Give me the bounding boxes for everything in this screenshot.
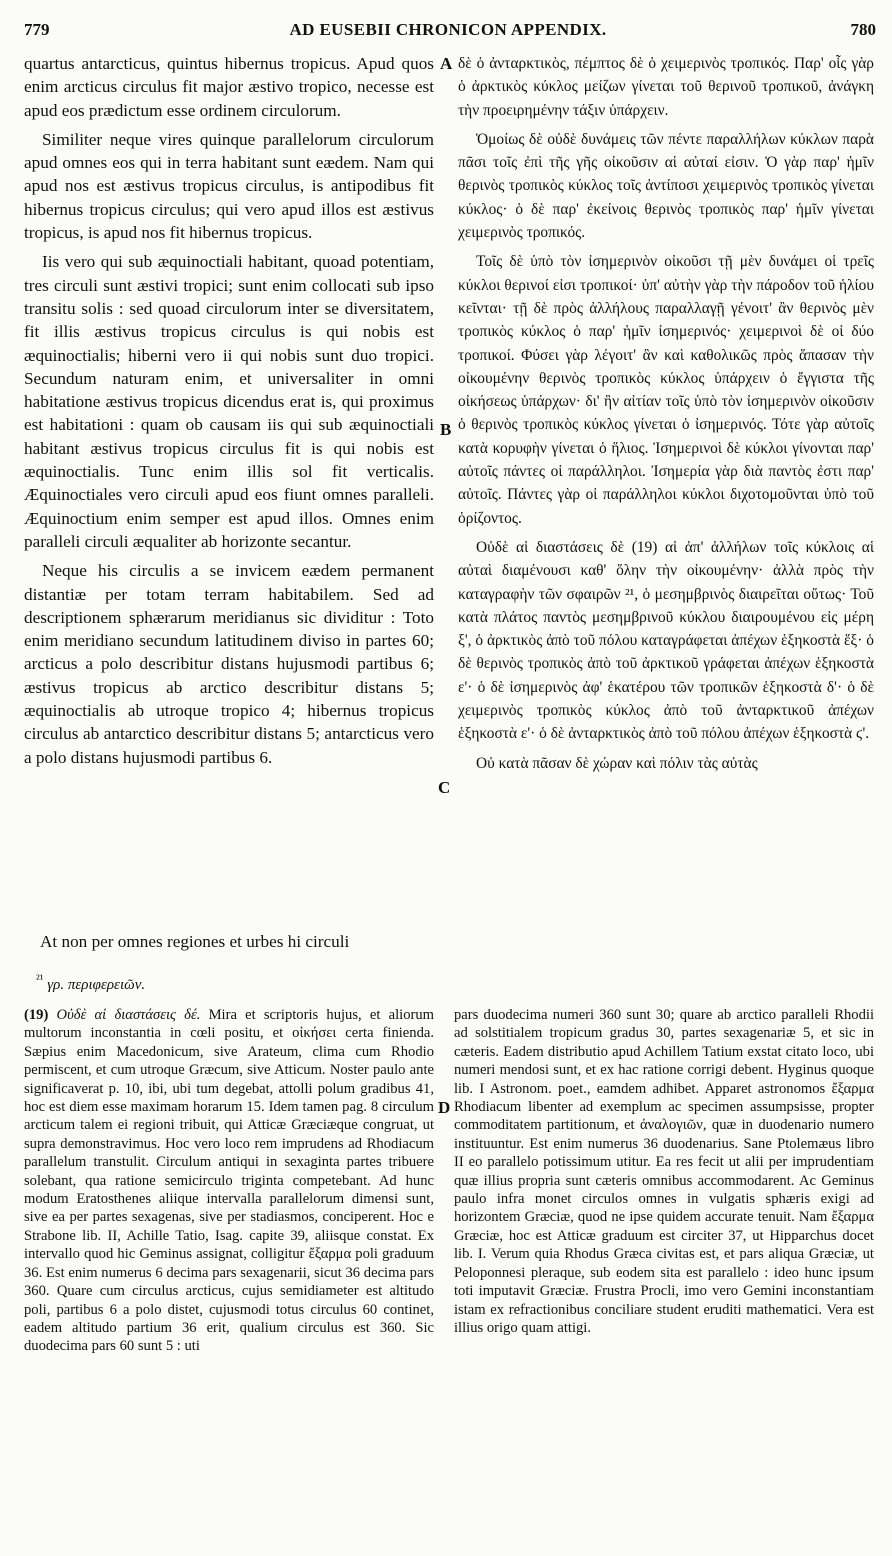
note-number: (19): [24, 1007, 49, 1023]
latin-paragraph-4: Neque his circulis a se invicem eædem permanent distantiæ per totam terram habitabilem. Sed ad descriptionem sphærarum meridianus sic dividitur : Toto enim meridiano secundum latitudinem diviso in partes 60; arcticus a polo describitur distans hujusmodi partibus 6; æstivus tropicus ab arctico describitur distans 5; æquinoctialis ab utroque tropico 4; hibernus tropicus circulus ab antarctico describitur distans 5; antarcticus vero a polo distans hujusmodi partibus 6.: [24, 561, 434, 767]
greek-paragraph-4: Οὐδὲ αἱ διαστάσεις δὲ (19) αἱ ἀπ' ἀλλήλων τοῖς κύκλοις αἱ αὐταὶ διαμένουσι καθ' ὅλην τὴν οἰκουμένην· ἀλλὰ πρὸς τὴν καταγραφὴν τῶν σφαιρῶν ²¹, ὁ μεσημβρινὸς διαιρεῖται οὕτως· Τοῦ κατὰ πλάτος παντὸς μεσημβρινοῦ κύκλου διαιρουμένου εἰς μέρη ξ', ὁ ἀρκτικὸς ἀπὸ τοῦ πόλου καταγράφεται ἀπέχων ἑξηκοστὰ ἕξ· ὁ δὲ θερινὸς τροπικὸς ἀπὸ τοῦ ἀρκτικοῦ γράφεται ἀπέχων ἑξηκοστὰ ε'· ὁ δὲ ἰσημερινὸς ἀφ' ἑκατέρου τῶν τροπικῶν ἑξηκοστὰ δ'· ὁ δὲ χειμερινὸς τροπικὸς κύκλος ἀπὸ τοῦ ἀνταρκτικοῦ ἀπέχων ἑξηκοστὰ ε'· ὁ δὲ ἀνταρκτικὸς ἀπὸ τοῦ πόλου ἀπέχων ἑξηκοστὰ ϛ'.: [458, 538, 874, 743]
note-lemma: Οὐδὲ αἱ διαστάσεις δέ.: [56, 1007, 201, 1023]
latin-paragraph-2: Similiter neque vires quinque parallelorum circulorum apud omnes eos qui in terra habitant sunt eædem. Nam qui apud nos est æstivus tropicus circulus, is antipodibus fit hibernus tropicus circulus; qui vero apud illos est æstivus tropicus, is apud nos fit hibernus tropicus.: [24, 129, 434, 243]
commentary-right-column: [454, 1006, 874, 1337]
latin-paragraph-3: Iis vero qui sub æquinoctiali habitant, quoad potentiam, tres circuli sunt æstivi tropici; sunt enim collocati sub ipso transitu solis : sed quoad circulorum inter se diversitatem, fit illis æstivus tropicus circulus is qui nobis est æquinoctialis; hiberni vero ii qui nobis sunt duo tropici. Secundum naturam enim, et universaliter in omni habitatione æstivus tropicus dicendus erat is, qui proximus est habitationi : quam ob causam iis qui sub æquinoctiali habitant æstivus tropicus circulus fit is qui nobis est æquinoctialis. Tunc enim illis sol fit verticalis. Æquinoctiales vero circuli apud eos fiunt omnes paralleli. Æquinoctium enim semper est apud illos. Omnes enim paralleli circuli æqualiter ab horizonte secantur.: [24, 252, 434, 551]
latin-column: [24, 52, 434, 775]
latin-paragraph-1: quartus antarcticus, quintus hibernus tropicus. Apud quos enim arcticus circulus fit major æstivo tropico, necesse est apud eos prædictum esse ordinem circulorum.: [24, 54, 434, 120]
commentary-left-column: [24, 1006, 434, 1356]
footnote-marker: ²¹: [36, 972, 44, 986]
running-header: [20, 20, 876, 44]
margin-marker-b: B: [440, 420, 452, 439]
margin-marker-d: D: [438, 1098, 451, 1117]
greek-paragraph-2: Ὁμοίως δὲ οὐδὲ δυνάμεις τῶν πέντε παραλλήλων κύκλων παρὰ πᾶσι τοῖς ἐπὶ τῆς γῆς οἰκοῦσιν αἱ αὐταί εἰσιν. Ὁ γὰρ παρ' ἡμῖν θερινὸς τροπικὸς κύκλος τοῖς ἀντίποσι χειμερινὸς τροπικὸς γίνεται κύκλος· ὁ δὲ παρ' ἐκείνοις θερινὸς τροπικὸς παρ' ἡμῖν γίνεται χειμερινὸς τροπικός.: [458, 130, 874, 242]
latin-continuation-line: At non per omnes regiones et urbes hi circuli: [40, 932, 350, 951]
greek-paragraph-3: Τοῖς δὲ ὑπὸ τὸν ἰσημερινὸν οἰκοῦσι τῇ μὲν δυνάμει οἱ τρεῖς κύκλοι θερινοί εἰσι τροπικοί· ὑπ' αὐτὴν γὰρ τὴν πάροδον τοῦ ἡλίου κεῖνται· τῇ δὲ πρὸς ἀλλήλους παραλλαγῇ γένοιτ' ἂν θερινὸς μὲν τροπικὸς κύκλος ὁ παρ' ἡμῖν ἰσημερινός· χειμερινοὶ δὲ οἱ δύο τροπικοί. Φύσει γὰρ λέγοιτ' ἂν καὶ καθολικῶς πρὸς ἅπασαν τὴν οἰκουμένην θερινὸς τροπικὸς κύκλος ὑπάρχειν ὁ ἔγγιστα τῆς οἰκήσεως ὑπάρχων· δι' ἣν αἰτίαν τοῖς ὑπὸ τὸν ἰσημερινὸν οἰκοῦσιν ὁ θερινὸς τροπικὸς κύκλος γίνεται ὁ ἰσημερινός. Τότε γὰρ αὐτοῖς κατὰ κορυφὴν γίνεται ὁ ἥλιος. Ἰσημερινοὶ δὲ κύκλοι γίνονται παρ' αὐτοῖς πάντες οἱ παράλληλοι. Ἰσημερία γὰρ διὰ παντὸς ἐστι παρ' αὐτοῖς. Πάντες γὰρ οἱ παράλληλοι κύκλοι διχοτομοῦνται ὑπὸ τοῦ ὁρίζοντος.: [458, 253, 874, 527]
commentary-left-paragraph: [24, 1006, 434, 1356]
footnote: [36, 972, 434, 994]
margin-marker-a: A: [440, 54, 453, 73]
footnote-text: γρ. περιφερειῶν.: [47, 977, 146, 993]
page-number-right: 780: [850, 20, 876, 39]
greek-paragraph-5: Οὐ κατὰ πᾶσαν δὲ χώραν καὶ πόλιν τὰς αὐτὰς: [476, 754, 758, 772]
running-title: AD EUSEBII CHRONICON APPENDIX.: [289, 20, 607, 39]
greek-column: [458, 52, 874, 781]
margin-marker-c: C: [438, 778, 451, 797]
commentary-right-text: pars duodecima numeri 360 sunt 30; quare ab arctico paralleli Rhodii ad solstitialem tropicum gradus 30, partes sexagenariæ 5, et sic in cæteris. Eadem distributio apud Achillem Tatium exstat citato loco, ubi numeri mendosi sunt, et ex hac ratione corrigi debent. Hyginus quoque lib. I Astronom. poet., eamdem adhibet. Apparet astronomos ἔξαρμα Rhodiacum libenter ad exemplum ac specimen assumpsisse, propter commoditatem partitionum, et ἀναλογιῶν, quæ in duodenario numero instituuntur. Est enim numerus 36 duodenarius. Sane Ptolemæus libro II eo parallelo potissimum utitur. Ea res fecit ut alii per imprudentiam quæ illius propria sunt cæteris omnibus accommodarent. Ac Geminus paulo infra monet circulos omnes in vulgatis sphæris exigi ad horizontem Græciæ, quod ne ipse quidem accurate tenuit. Nam ἔξαρμα Græciæ, hoc est Atticæ graduum est circiter 37, ut Hipparchus docet lib. I. Verum quia Rhodus Græca civitas est, et pars aliqua Græciæ, ut Peloponnesi pleraque, sub eodem sita est parallelo : ideo hunc ipsum toti imputavit Græciæ. Frustra Procli, imo vero Gemini inconstantiam istam ex refractionibus conciliare student eruditi mathematici. Vera est illius origo quam attigi.: [454, 1007, 874, 1336]
greek-paragraph-1: δὲ ὁ ἀνταρκτικὸς, πέμπτος δὲ ὁ χειμερινὸς τροπικός. Παρ' οἷς γὰρ ὁ ἀρκτικὸς κύκλος μείζων γίνεται τοῦ θερινοῦ τροπικοῦ, ἀνάγκη τὴν προειρημένην τάξιν ὑπάρχειν.: [458, 55, 874, 119]
page-number-left: 779: [24, 20, 50, 39]
commentary-left-text: Mira et scriptoris hujus, et aliorum multorum inconstantia in cœli positu, et οἰκήσει certa finienda. Sæpius enim Macedonicum, sive Arateum, clima cum Rhodio permiscent, et cum utroque Græcum, sive Atticum. Noster paulo ante significaverat p. 10, ibi, ubi tum degebat, attolli polum gradibus 41, hoc est diem esse maximam horarum 15. Idem tamen pag. 8 circulum arcticum talem ei regioni tribuit, qui Atticæ Græciæque congruat, ut supra demonstravimus. Hoc vero loco rem imprudens ad Rhodiacum parallelum transtulit. Circulum antiqui in sexaginta partes tribuere solebant, qua ratione semicirculo triginta competebant. Ad hunc modum Eratosthenes aliique intervalla parallelorum dimensi sunt, sive ea per partes sexagenas, sive per stadiasmos, conciperent. Hoc e Strabone lib. II, Achille Tatio, Isag. capite 39, aliisque constat. Ex intervallo quod hic Geminus assignat, colligitur ἔξαρμα poli graduum 36. Est enim numerus 6 decima pars sexagenarii, sicut 36 decima pars 360. Quare cum circulus arcticus, cujus semidiameter est altitudo poli, partibus 6 a polo distet, cujusmodi totus circulus 60 continet, eadem altitudo partium 36 erit, qualium circulus est 360. Sic duodecima pars 60 sunt 5 : uti: [24, 1007, 435, 1355]
